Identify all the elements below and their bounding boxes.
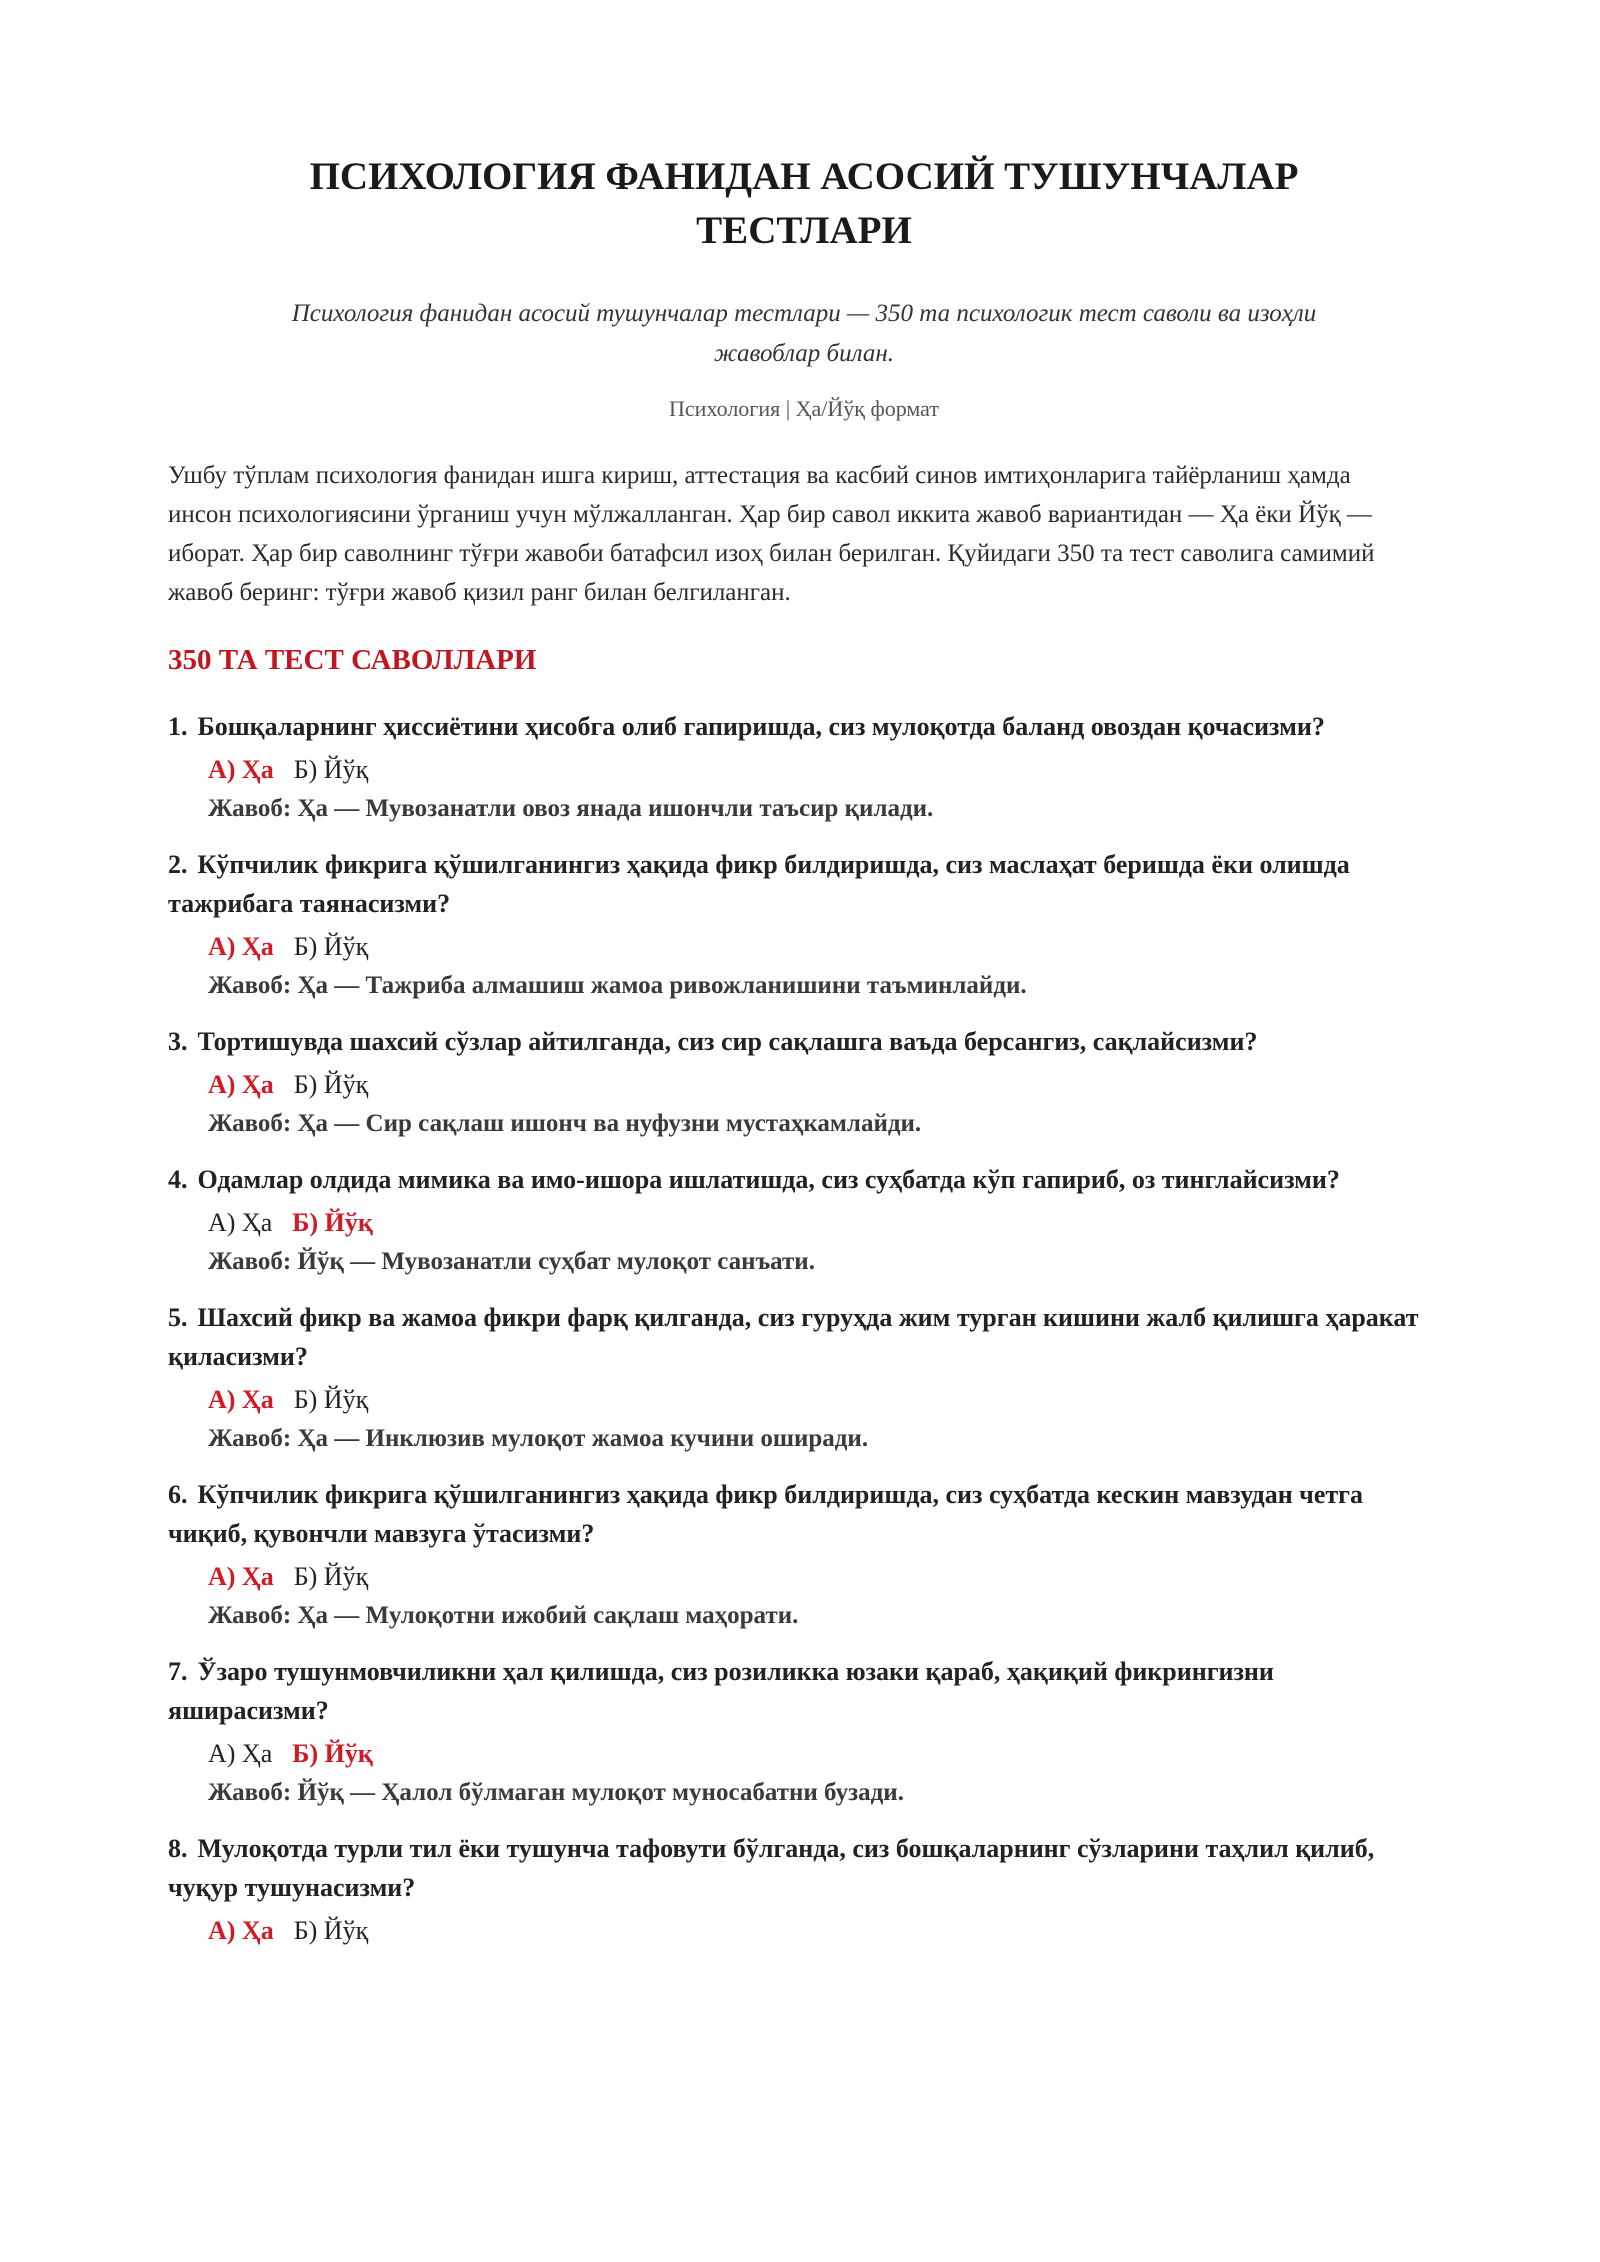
answer-options (168, 1734, 1440, 1773)
answer-explanation: Жавоб: Ҳа — Сир сақлаш ишонч ва нуфузни мустаҳкамлайди. (208, 1110, 922, 1137)
document-subtitle: Психология фанидан асосий тушунчалар тестлари — 350 та психологик тест саволи ва изоҳли жавоблар билан. (291, 300, 1317, 367)
question-number: 5. (168, 1303, 188, 1332)
question-text (168, 1652, 1440, 1730)
question-text (168, 1475, 1440, 1553)
option-a: А) Ҳа (208, 1916, 274, 1945)
option-a: А) Ҳа (208, 755, 274, 784)
question-item (168, 1829, 1440, 1950)
question-body: Кўпчилик фикрига қўшилганингиз ҳақида фикр билдиришда, сиз суҳбатда кескин мавзудан четга чиқиб, қувончли мавзуга ўтасизми? (168, 1480, 1363, 1548)
question-number: 3. (168, 1027, 188, 1056)
question-text (168, 1298, 1440, 1376)
question-list (168, 707, 1440, 1950)
question-body: Кўпчилик фикрига қўшилганингиз ҳақида фикр билдиришда, сиз маслаҳат беришда ёки олишда тажрибага таянасизми? (168, 850, 1350, 918)
question-number: 6. (168, 1480, 188, 1509)
intro-paragraph: Ушбу тўплам психология фанидан ишга кириш, аттестация ва касбий синов имтиҳонларига тайёрланиш ҳамда инсон психологиясини ўрганиш учун мўлжалланган. Ҳар бир савол иккита жавоб вариантидан — Ҳа ёки Йўқ — иборат. Ҳар бир саволнинг тўғри жавоби батафсил изоҳ билан берилган. Қуйидаги 350 та тест саволига самимий жавоб беринг: тўғри жавоб қизил ранг билан белгиланган. (168, 462, 1375, 606)
question-text (168, 707, 1440, 746)
title-line-1: ПСИХОЛОГИЯ ФАНИДАН АСОСИЙ ТУШУНЧАЛАР (309, 155, 1299, 198)
option-b: Б) Йўқ (293, 1070, 369, 1099)
option-b: Б) Йўқ (292, 1739, 373, 1768)
title-line-2: ТЕСТЛАРИ (696, 209, 912, 252)
answer-options (168, 1380, 1440, 1419)
section-heading: 350 ТА ТЕСТ САВОЛЛАРИ (168, 644, 537, 676)
question-body: Ўзаро тушунмовчиликни ҳал қилишда, сиз розиликка юзаки қараб, ҳақиқий фикрингизни яширасизми? (168, 1657, 1274, 1725)
question-number: 2. (168, 850, 188, 879)
answer-explanation: Жавоб: Ҳа — Тажриба алмашиш жамоа ривожланишини таъминлайди. (208, 972, 1027, 999)
question-item (168, 1475, 1440, 1636)
question-text (168, 1022, 1440, 1061)
question-body: Бошқаларнинг ҳиссиётини ҳисобга олиб гапиришда, сиз мулоқотда баланд овоздан қочасизми? (197, 712, 1325, 741)
option-b: Б) Йўқ (292, 1208, 373, 1237)
option-b: Б) Йўқ (293, 1562, 369, 1591)
question-item (168, 1160, 1440, 1282)
question-number: 7. (168, 1657, 188, 1686)
option-a: А) Ҳа (208, 1070, 274, 1099)
question-body: Мулоқотда турли тил ёки тушунча тафовути бўлганда, сиз бошқаларнинг сўзларини таҳлил қилиб, чуқур тушунасизми? (168, 1834, 1375, 1902)
option-b: Б) Йўқ (293, 1916, 369, 1945)
answer-explanation: Жавоб: Ҳа — Мулоқотни ижобий сақлаш маҳорати. (208, 1602, 799, 1629)
option-a: А) Ҳа (208, 932, 274, 961)
option-a: А) Ҳа (208, 1739, 273, 1768)
question-body: Одамлар олдида мимика ва имо-ишора ишлатишда, сиз суҳбатда кўп гапириб, оз тинглайсизми? (197, 1165, 1340, 1194)
answer-options (168, 750, 1440, 789)
option-b: Б) Йўқ (293, 932, 369, 961)
answer-options (168, 927, 1440, 966)
question-number: 1. (168, 712, 188, 741)
answer-explanation: Жавоб: Ҳа — Инклюзив мулоқот жамоа кучини оширади. (208, 1425, 869, 1452)
question-text (168, 1160, 1440, 1199)
question-text (168, 1829, 1440, 1907)
question-number: 4. (168, 1165, 188, 1194)
option-a: А) Ҳа (208, 1385, 274, 1414)
answer-explanation: Жавоб: Йўқ — Ҳалол бўлмаган мулоқот муносабатни бузади. (208, 1779, 904, 1806)
answer-explanation: Жавоб: Йўқ — Мувозанатли суҳбат мулоқот санъати. (208, 1248, 815, 1275)
option-a: А) Ҳа (208, 1208, 273, 1237)
document-title (168, 150, 1440, 258)
question-item (168, 845, 1440, 1006)
answer-options (168, 1911, 1440, 1950)
question-body: Шахсий фикр ва жамоа фикри фарқ қилганда, сиз гуруҳда жим турган кишини жалб қилишга ҳаракат қиласизми? (168, 1303, 1419, 1371)
answer-options (168, 1203, 1440, 1242)
option-b: Б) Йўқ (293, 755, 369, 784)
answer-options (168, 1557, 1440, 1596)
question-item (168, 1298, 1440, 1459)
option-a: А) Ҳа (208, 1562, 274, 1591)
option-b: Б) Йўқ (293, 1385, 369, 1414)
question-body: Тортишувда шахсий сўзлар айтилганда, сиз сир сақлашга ваъда берсангиз, сақлайсизми? (197, 1027, 1258, 1056)
answer-explanation: Жавоб: Ҳа — Мувозанатли овоз янада ишончли таъсир қилади. (208, 795, 934, 822)
question-item (168, 1022, 1440, 1144)
question-item (168, 707, 1440, 829)
document-meta: Психология | Ҳа/Йўқ формат (669, 396, 939, 421)
answer-options (168, 1065, 1440, 1104)
question-item (168, 1652, 1440, 1813)
question-number: 8. (168, 1834, 188, 1863)
question-text (168, 845, 1440, 923)
